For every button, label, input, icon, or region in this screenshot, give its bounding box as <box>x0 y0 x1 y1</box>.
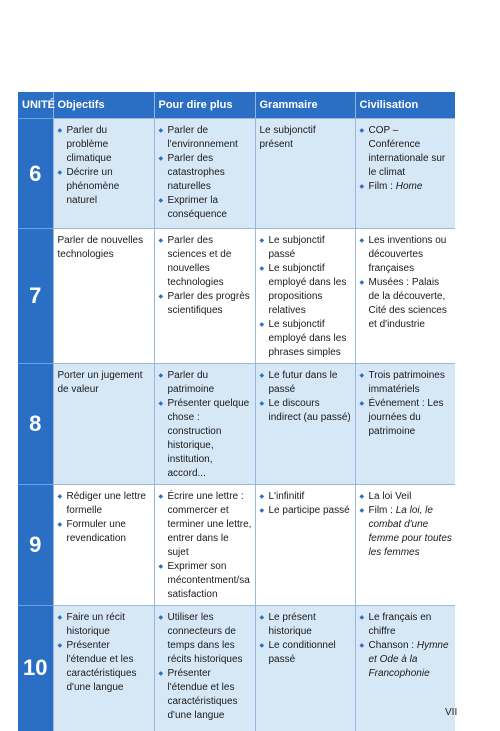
header-civilisation: Civilisation <box>355 92 455 119</box>
syllabus-table <box>18 92 458 731</box>
table-row-unit-6 <box>18 119 455 229</box>
list-item: ◆ Événement : Les journées du patrimoine <box>360 397 453 439</box>
list-item: ◆ Utiliser les connecteurs de temps dans les récits historiques <box>159 611 252 667</box>
list-item: ◆ Le subjonctif employé dans les phrases simples <box>260 318 352 360</box>
list-item: ◆ Présenter quelque chose : construction historique, institution, accord... <box>159 397 252 481</box>
cell-text: Parler de nouvelles technologies <box>57 235 144 260</box>
civilisation-cell <box>355 119 455 229</box>
list-item: ◆ Faire un récit historique <box>58 611 151 639</box>
grammaire-cell <box>255 606 355 731</box>
list-item: ◆ Exprimer la conséquence <box>159 194 252 222</box>
list-item: ◆ Parler des progrès scientifiques <box>159 290 252 318</box>
cell-text: Porter un jugement de valeur <box>57 370 143 395</box>
list-item: ◆ Présenter l'étendue et les caractéristiques d'une langue <box>58 639 151 695</box>
header-grammaire: Grammaire <box>255 92 355 119</box>
page-number: VII <box>445 707 458 718</box>
list-item: ◆ Parler du problème climatique <box>58 124 151 166</box>
list-item: ◆ L'infinitif <box>260 490 352 504</box>
unit-number: 10 <box>18 606 53 731</box>
civilisation-cell <box>355 606 458 731</box>
list-item: ◆ Trois patrimoines immatériels <box>360 369 453 397</box>
table-row-unit-7 <box>18 229 455 364</box>
objectifs-cell <box>53 364 154 485</box>
list-item: ◆ Le présent historique <box>260 611 352 639</box>
pour-dire-plus-cell <box>154 606 255 731</box>
objectifs-cell <box>53 485 154 606</box>
list-item: ◆ Décrire un phénomène naturel <box>58 166 151 208</box>
civilisation-cell <box>355 364 455 485</box>
list-item: ◆ Présenter l'étendue et les caractéristiques d'une langue <box>159 667 252 723</box>
film-title: Home <box>395 181 423 192</box>
list-item: ◆ Le subjonctif employé dans les propositions relatives <box>260 262 352 318</box>
song-label: Chanson : <box>368 640 417 651</box>
film-title: La loi, le combat d'une femme pour toutes les femmes <box>368 505 452 558</box>
list-item: ◆ Écrire une lettre : commercer et terminer une lettre, entrer dans le sujet <box>159 490 252 560</box>
table-row-unit-9 <box>18 485 455 606</box>
list-item: ◆ Le français en chiffre <box>360 611 453 639</box>
unit-number: 6 <box>18 119 53 229</box>
list-item: ◆ La loi Veil <box>360 490 453 504</box>
list-item: ◆ Le futur dans le passé <box>260 369 352 397</box>
table-row-unit-10 <box>18 606 455 731</box>
film-label: Film : <box>368 181 396 192</box>
list-item: ◆ Exprimer son mécontentment/sa satisfaction <box>159 560 252 602</box>
header-pour-dire-plus: Pour dire plus <box>154 92 255 119</box>
objectifs-cell <box>53 229 154 364</box>
civilisation-cell <box>355 485 455 606</box>
grammaire-cell <box>255 229 355 364</box>
list-item: ◆ Le discours indirect (au passé) <box>260 397 352 425</box>
list-item: ◆ Formuler une revendication <box>58 518 151 546</box>
cell-text: Le subjonctif présent <box>259 125 316 150</box>
pour-dire-plus-cell <box>154 119 255 229</box>
unit-number: 9 <box>18 485 53 606</box>
film-label: Film : <box>368 505 396 516</box>
objectifs-cell <box>53 119 154 229</box>
list-item: ◆ Parler du patrimoine <box>159 369 252 397</box>
list-item <box>360 639 453 681</box>
list-item: ◆ COP – Conférence internationale sur le climat <box>360 124 453 180</box>
header-objectifs: Objectifs <box>53 92 154 119</box>
song-title: Hymne et Ode à la Francophonie <box>368 640 449 679</box>
pour-dire-plus-cell <box>154 364 255 485</box>
list-item: ◆ Musées : Palais de la découverte, Cité des sciences et d'industrie <box>360 276 453 332</box>
list-item: ◆ Les inventions ou découvertes françaises <box>360 234 453 276</box>
header-unite: UNITÉ <box>18 92 53 119</box>
list-item <box>360 180 453 194</box>
pour-dire-plus-cell <box>154 229 255 364</box>
header-row <box>18 92 455 119</box>
civilisation-cell <box>355 229 455 364</box>
list-item: ◆ Parler de l'environnement <box>159 124 252 152</box>
list-item: ◆ Le participe passé <box>260 504 352 518</box>
list-item: ◆ Parler des sciences et de nouvelles technologies <box>159 234 252 290</box>
unit-number: 8 <box>18 364 53 485</box>
list-item: ◆ Rédiger une lettre formelle <box>58 490 151 518</box>
pour-dire-plus-cell <box>154 485 255 606</box>
table-row-unit-8 <box>18 364 455 485</box>
objectifs-cell <box>53 606 154 731</box>
unit-number: 7 <box>18 229 53 364</box>
list-item: ◆ Le conditionnel passé <box>260 639 352 667</box>
list-item <box>360 504 453 560</box>
grammaire-cell <box>255 119 355 229</box>
grammaire-cell <box>255 364 355 485</box>
list-item: ◆ Parler des catastrophes naturelles <box>159 152 252 194</box>
list-item: ◆ Le subjonctif passé <box>260 234 352 262</box>
grammaire-cell <box>255 485 355 606</box>
